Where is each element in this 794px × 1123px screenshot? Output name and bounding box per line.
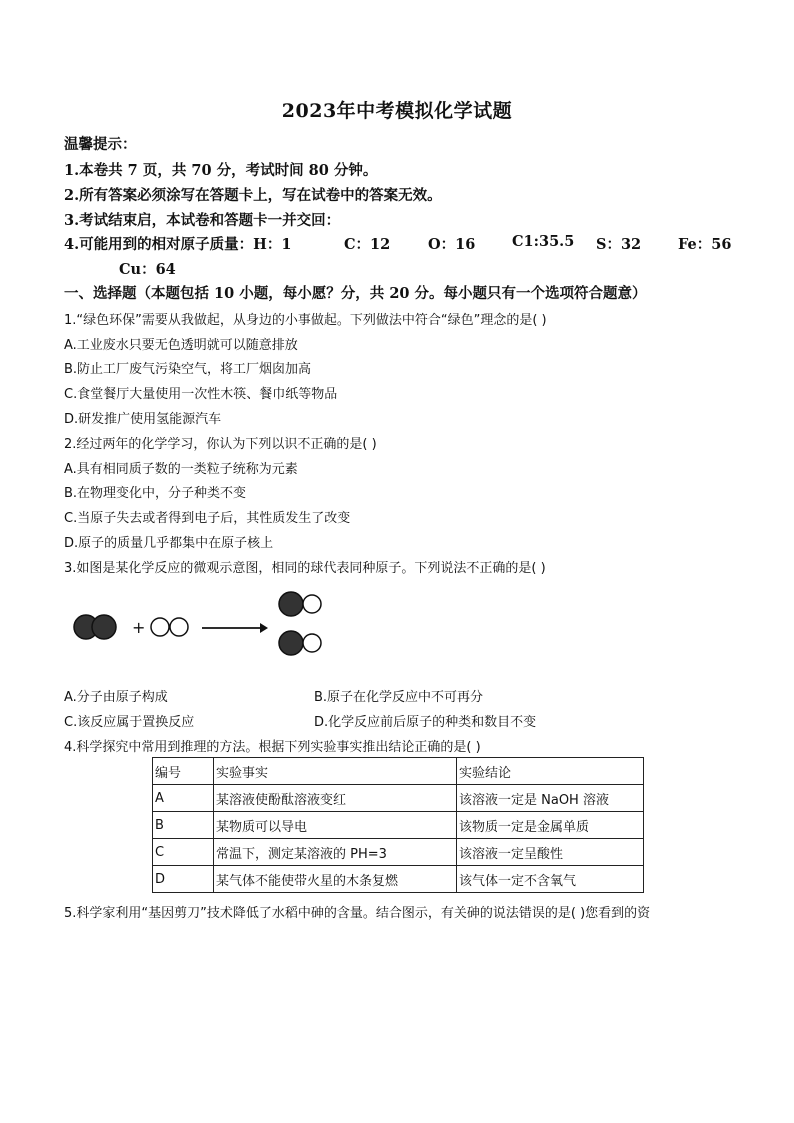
atomic-mass-value: Fe：56 <box>678 236 732 253</box>
table-header-cell: 编号 <box>153 758 214 785</box>
question-1-stem: 1.“绿色环保”需要从我做起，从身边的小事做起。下列做法中符合“绿色”理念的是( ) <box>64 313 547 328</box>
dark-atom <box>279 631 303 655</box>
question-3-option-a: A.分子由原子构成 <box>64 690 168 705</box>
table-row <box>153 785 644 812</box>
white-atom <box>303 634 321 652</box>
tip-item: 1.本卷共 7 页，共 70 分，考试时间 80 分钟。 <box>64 162 378 179</box>
tip-item: 3.考试结束启，本试卷和答题卡一并交回： <box>64 212 341 229</box>
section-heading: 一、选择题（本题包括 10 小题，每小愿？分，共 20 分。每小题只有一个选项符合题意） <box>64 285 647 302</box>
question-3-option-b: B.原子在化学反应中不可再分 <box>314 690 484 705</box>
table-row <box>153 866 644 893</box>
reactant-molecule-white <box>151 618 188 636</box>
table-row <box>153 812 644 839</box>
atomic-mass-wrap: Cu：64 <box>119 261 176 278</box>
table-cell: 常温下，测定某溶液的 PH=3 <box>214 839 457 866</box>
question-5-stem: 5.科学家利用“基因剪刀”技术降低了水稻中砷的含量。结合图示，有关砷的说法错误的是( )您看到的资 <box>64 906 651 921</box>
atomic-mass-value: S：32 <box>596 236 642 253</box>
white-atom <box>151 618 169 636</box>
question-1-option-b: B.防止工厂废气污染空气，将工厂烟囱加高 <box>64 362 312 377</box>
plus-sign: + <box>132 618 146 637</box>
tip-item: 2.所有答案必须涂写在答题卡上，写在试卷中的答案无效。 <box>64 187 442 204</box>
reaction-arrow <box>202 623 268 633</box>
product-molecule <box>279 631 321 655</box>
table-cell: 该气体一定不含氧气 <box>457 866 644 893</box>
page-title: 2023年中考模拟化学试题 <box>281 100 513 122</box>
atomic-mass-row <box>64 233 734 253</box>
table-cell: A <box>153 785 214 812</box>
question-3-option-c: C.该反应属于置换反应 <box>64 715 195 730</box>
question-2-option-a: A.具有相同质子数的一类粒子统称为元素 <box>64 462 298 477</box>
table-cell: 某物质可以导电 <box>214 812 457 839</box>
question-3-option-d: D.化学反应前后原子的种类和数目不变 <box>314 715 537 730</box>
dark-atom <box>92 615 116 639</box>
table-cell: 某气体不能使带火星的木条复燃 <box>214 866 457 893</box>
tips-heading: 温馨提示： <box>64 136 137 153</box>
table-cell: B <box>153 812 214 839</box>
product-molecule <box>279 592 321 616</box>
question-2-option-b: B.在物理变化中，分子种类不变 <box>64 486 247 501</box>
table-row <box>153 839 644 866</box>
dark-atom <box>279 592 303 616</box>
table-cell: 该溶液一定是 NaOH 溶液 <box>457 785 644 812</box>
table-cell: D <box>153 866 214 893</box>
table-cell: C <box>153 839 214 866</box>
atomic-mass-value: C：12 <box>344 236 391 253</box>
question-1-option-a: A.工业废水只要无色透明就可以随意排放 <box>64 338 298 353</box>
atomic-mass-value: C1:35.5 <box>512 233 575 250</box>
table-header-cell: 实验结论 <box>457 758 644 785</box>
table-cell: 该溶液一定呈酸性 <box>457 839 644 866</box>
reaction-diagram <box>64 582 344 667</box>
table-cell: 该物质一定是金属单质 <box>457 812 644 839</box>
table-cell: 某溶液使酚酞溶液变红 <box>214 785 457 812</box>
question-4-stem: 4.科学探究中常用到推理的方法。根据下列实验事实推出结论正确的是( ) <box>64 740 481 755</box>
atomic-mass-label: 4.可能用到的相对原子质量：H：1 <box>64 236 292 253</box>
question-2-stem: 2.经过两年的化学学习，你认为下列以识不正确的是( ) <box>64 437 377 452</box>
table-header-row <box>153 758 644 785</box>
question-2-option-d: D.原子的质量几乎都集中在原子核上 <box>64 536 274 551</box>
white-atom <box>303 595 321 613</box>
question-1-option-c: C.食堂餐厅大量使用一次性木筷、餐巾纸等物品 <box>64 387 338 402</box>
question-3-stem: 3.如图是某化学反应的微观示意图，相同的球代表同种原子。下列说法不正确的是( ) <box>64 561 546 576</box>
white-atom <box>170 618 188 636</box>
atomic-mass-value: O：16 <box>428 236 476 253</box>
experiment-table <box>152 757 644 893</box>
question-2-option-c: C.当原子失去或者得到电子后，其性质发生了改变 <box>64 511 351 526</box>
question-1-option-d: D.研发推广使用氢能源汽车 <box>64 412 222 427</box>
table-header-cell: 实验事实 <box>214 758 457 785</box>
reactant-molecule-dark <box>74 615 116 639</box>
